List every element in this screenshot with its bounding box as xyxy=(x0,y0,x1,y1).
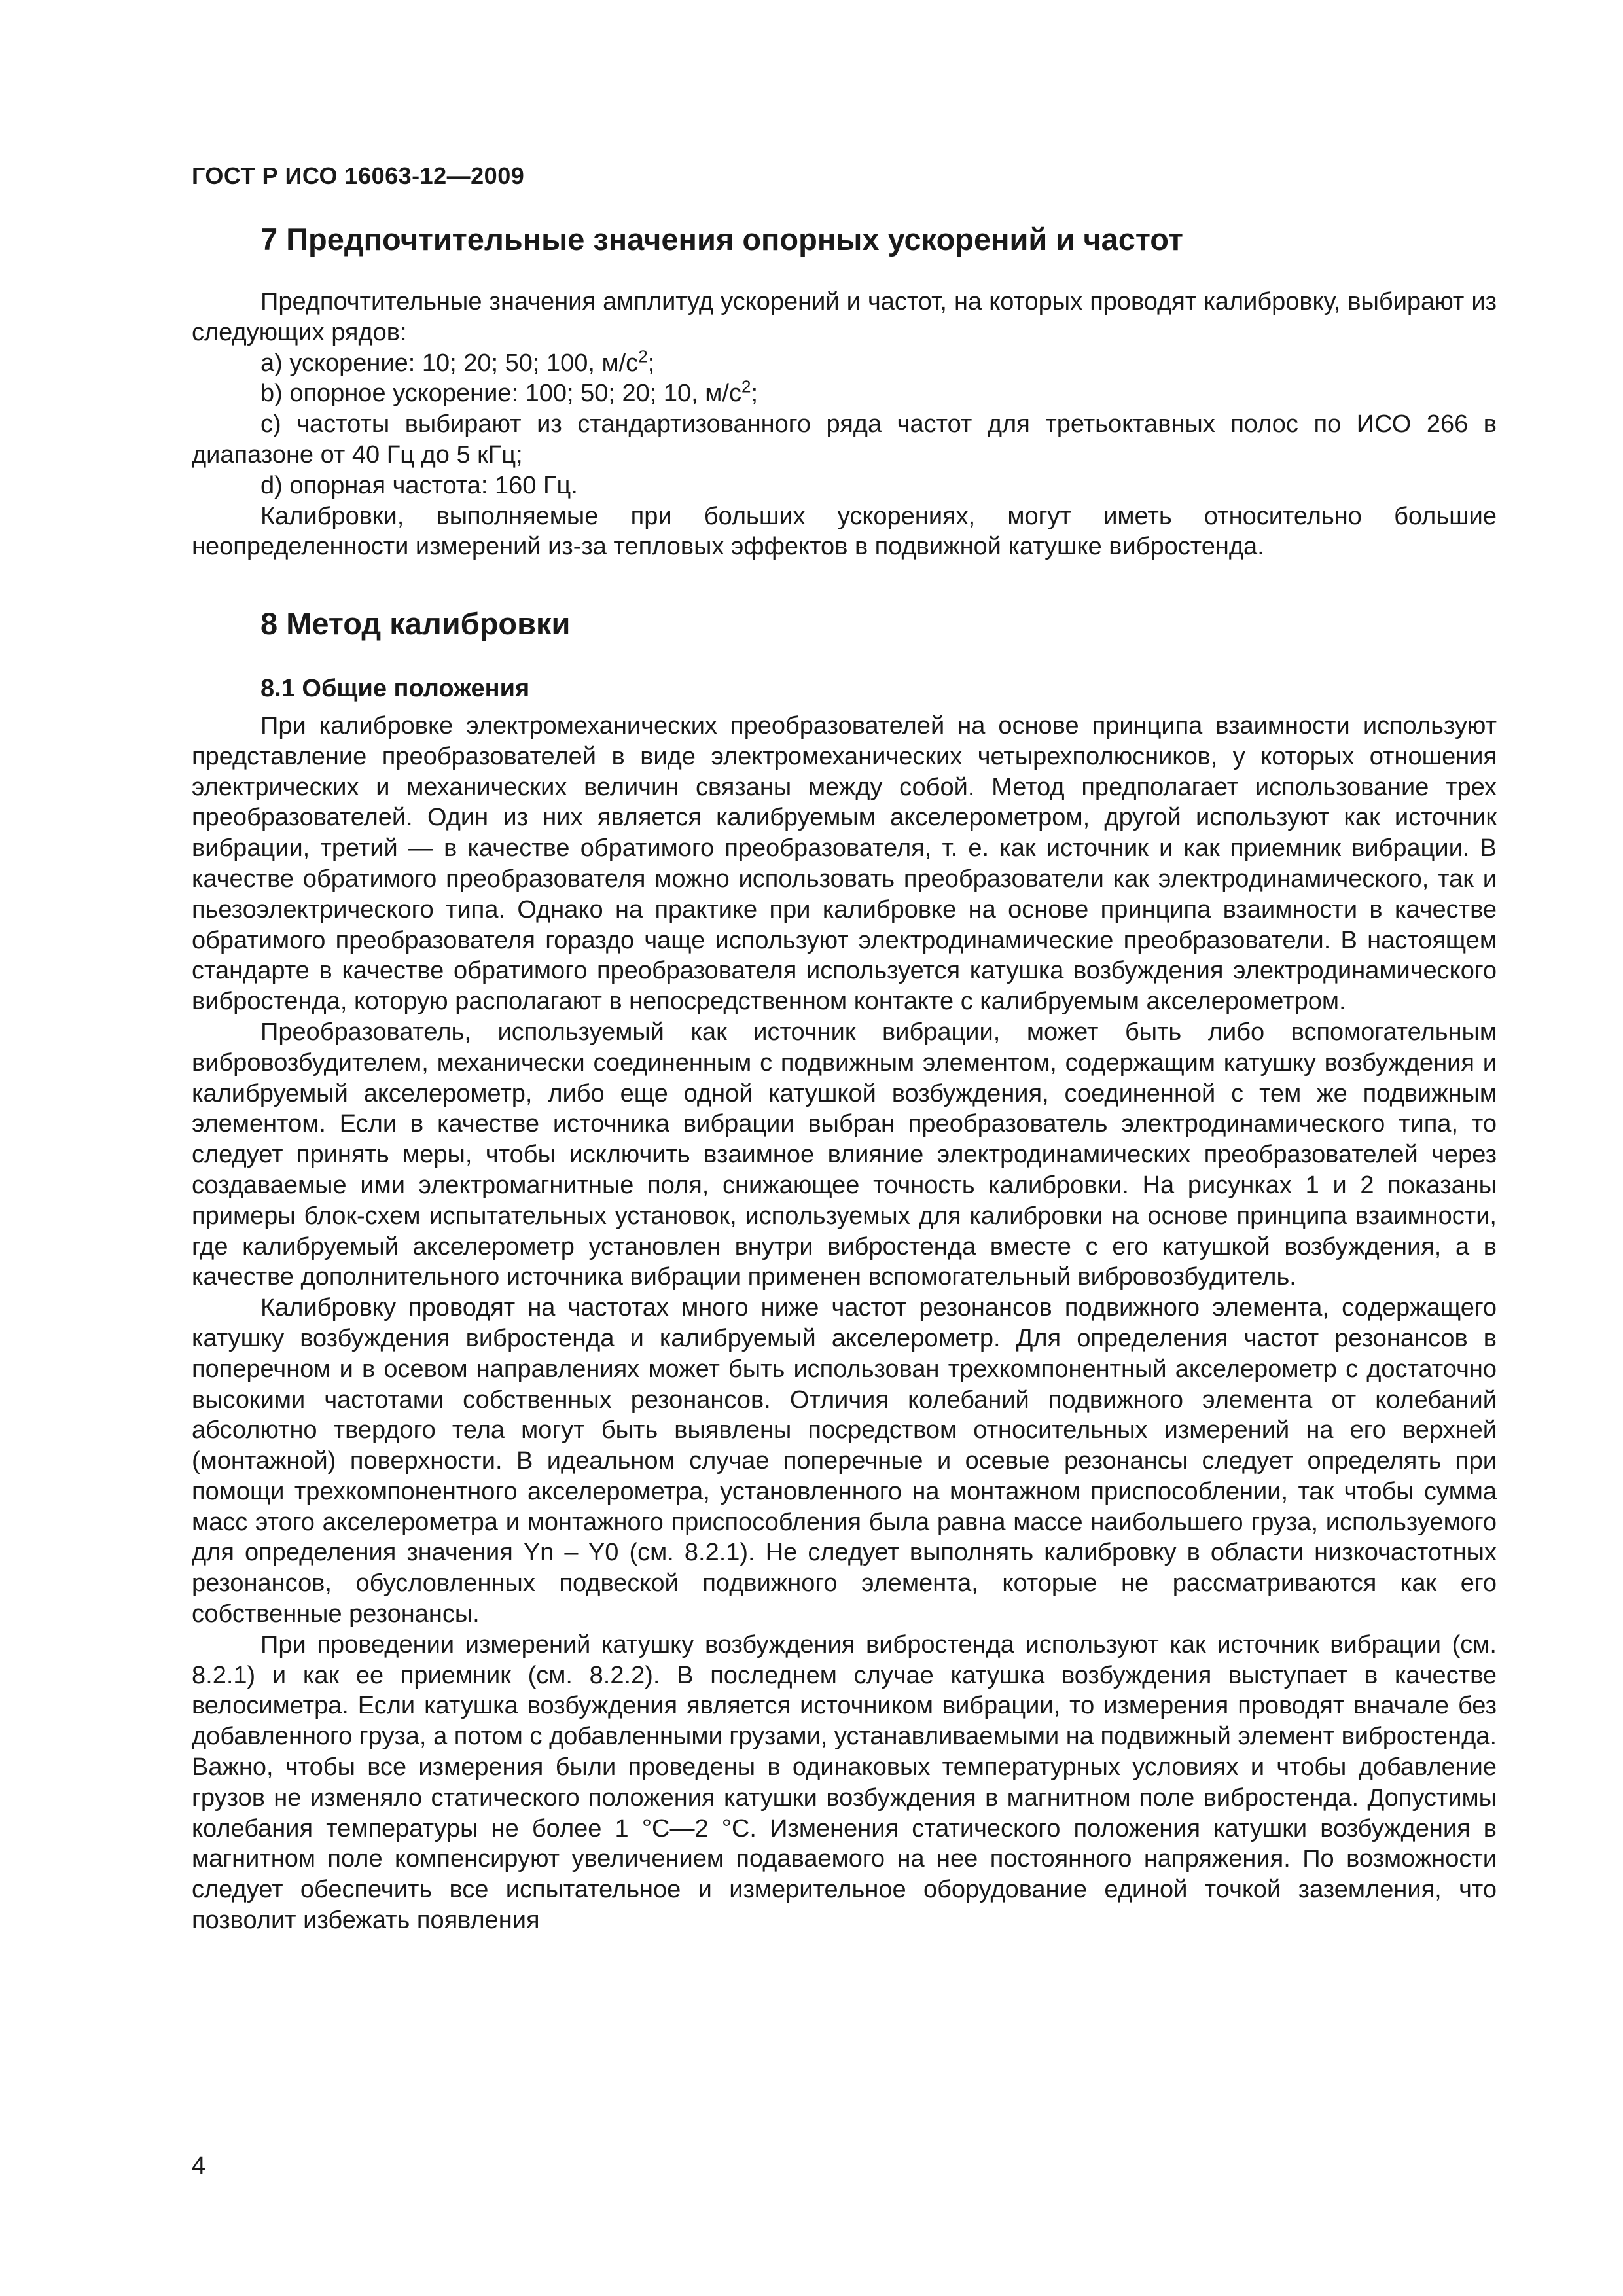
paragraph-8-1-1: При калибровке электромеханических преобразователей на основе принципа взаимности используют представление преобразователей в виде электромеханических четырехполюсников, у которых отношения электрических и механических величин связаны между собой. Метод предполагает использование трех преобразователей. Один из них является калибруемым акселерометром, другой используют как источник вибрации, третий — в качестве обратимого преобразователя, т. е. как источник и как приемник вибрации. В качестве обратимого преобразователя можно использовать преобразователи как электродинамического, так и пьезоэлектрического типа. Однако на практике при калибровке на основе принципа взаимности в качестве обратимого преобразователя гораздо чаще используют электродинамические преобразователи. В настоящем стандарте в качестве обратимого преобразователя используется катушка возбуждения электродинамического вибростенда, которую располагают в непосредственном контакте с калибруемым акселерометром. xyxy=(192,711,1497,1016)
list-item-b xyxy=(192,378,1497,409)
list-item-b-end: ; xyxy=(751,380,758,408)
section-7-title: 7 Предпочтительные значения опорных ускорений и частот xyxy=(260,222,1183,257)
page-content xyxy=(192,221,1497,1936)
list-item-c: c) частоты выбирают из стандартизованного ряда частот для третьоктавных полос по ИСО 266 в диапазоне от 40 Гц до 5 кГц; xyxy=(192,410,1497,469)
list-item-a xyxy=(192,348,1497,379)
list-item-b-text: b) опорное ускорение: 100; 50; 20; 10, м/с xyxy=(260,380,741,408)
paragraph-8-1-4: При проведении измерений катушку возбуждения вибростенда используют как источник вибрации (см. 8.2.1) и как ее приемник (см. 8.2.2). В последнем случае катушка возбуждения выступает в качестве велосиметра. Если катушка возбуждения является источником вибрации, то измерения проводят вначале без добавленного груза, а потом с добавленными грузами, устанавливаемыми на подвижный элемент вибростенда. Важно, чтобы все измерения были проведены в одинаковых температурных условиях и чтобы добавление грузов не изменяло статического положения катушки возбуждения в магнитном поле вибростенда. Допустимы колебания температуры не более 1 °С—2 °С. Изменения статического положения катушки возбуждения в магнитном поле компенсируют увеличением подаваемого на нее постоянного напряжения. По возможности следует обеспечить все испытательное и измерительное оборудование единой точкой заземления, что позволит избежать появления xyxy=(192,1630,1497,1935)
subsection-8-1-title: 8.1 Общие положения xyxy=(260,675,530,703)
paragraph-8-1-2: Преобразователь, используемый как источник вибрации, может быть либо вспомогательным вибровозбудителем, механически соединенным с подвижным элементом, содержащим катушку возбуждения и калибруемый акселерометр, либо еще одной катушкой возбуждения, соединенной с тем же подвижным элементом. Если в качестве источника вибрации выбран преобразователь электродинамического типа, то следует принять меры, чтобы исключить взаимное влияние электродинамических преобразователей через создаваемые ими электромагнитные поля, снижающее точность калибровки. На рисунках 1 и 2 показаны примеры блок-схем испытательных установок, используемых для калибровки на основе принципа взаимности, где калибруемый акселерометр установлен внутри вибростенда вместе с его катушкой возбуждения, а в качестве дополнительного источника вибрации применен вспомогательный вибровозбудитель. xyxy=(192,1018,1497,1291)
section-7-intro: Предпочтительные значения амплитуд ускорений и частот, на которых проводят калибровку, выбирают из следующих рядов: xyxy=(192,288,1497,346)
document-code-header: ГОСТ Р ИСО 16063-12—2009 xyxy=(192,162,525,189)
paragraph-8-1-3: Калибровку проводят на частотах много ниже частот резонансов подвижного элемента, содержащего катушку возбуждения вибростенда и калибруемый акселерометр. Для определения частот резонансов в поперечном и в осевом направлениях может быть использован трехкомпонентный акселерометр с достаточно высокими частотами собственных резонансов. Отличия колебаний подвижного элемента от колебаний абсолютно твердого тела могут быть выявлены посредством относительных измерений на его верхней (монтажной) поверхности. В идеальном случае поперечные и осевые резонансы следует определять при помощи трехкомпонентного акселерометра, установленного на монтажном приспособлении, так чтобы сумма масс этого акселерометра и монтажного приспособления была равна массе наибольшего груза, используемого для определения значения Yn – Y0 (см. 8.2.1). Не следует выполнять калибровку в области низкочастотных резонансов, обусловленных подвеской подвижного элемента, которые не рассматриваются как его собственные резонансы. xyxy=(192,1294,1497,1628)
list-item-d: d) опорная частота: 160 Гц. xyxy=(260,471,578,499)
list-item-a-end: ; xyxy=(647,349,655,377)
list-item-a-superscript: 2 xyxy=(638,346,648,366)
section-7-note: Калибровки, выполняемые при больших ускорениях, могут иметь относительно большие неопределенности измерений из-за тепловых эффектов в подвижной катушке вибростенда. xyxy=(192,502,1497,561)
page-number: 4 xyxy=(192,2152,206,2179)
section-8-title: 8 Метод калибровки xyxy=(260,606,571,641)
list-item-a-text: a) ускорение: 10; 20; 50; 100, м/с xyxy=(260,349,639,377)
list-item-b-superscript: 2 xyxy=(741,376,751,397)
